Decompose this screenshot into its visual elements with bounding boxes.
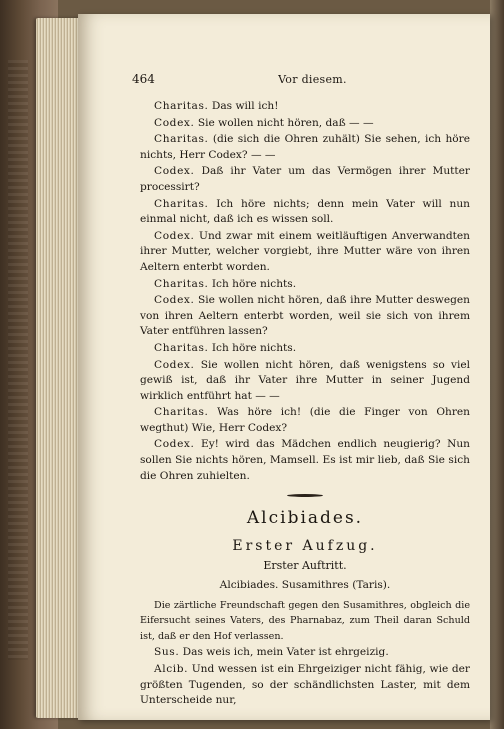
- speaker-name: Codex.: [154, 294, 195, 307]
- speaker-name: Alcib.: [154, 663, 189, 675]
- dialogue-line: [140, 116, 470, 132]
- speaker-name: Sus.: [154, 646, 180, 659]
- lower-dialogue: [140, 645, 470, 708]
- dialogue-line: [140, 293, 470, 340]
- dialogue-text: (die sich die Ohren zuhält) Sie sehen, ich höre nichts, Herr Codex? — —: [140, 133, 470, 161]
- speaker-name: Codex.: [154, 165, 195, 178]
- page-number: 464: [132, 72, 155, 86]
- dialogue-line: [140, 405, 470, 436]
- dialogue-line: [140, 277, 470, 293]
- speaker-name: Charitas.: [154, 341, 209, 354]
- page-header: [132, 72, 470, 98]
- dialogue-text: Das weis ich, mein Vater ist ehrgeizig.: [179, 646, 389, 659]
- background-edge: [490, 0, 504, 729]
- act-heading: Erster Aufzug.: [232, 537, 378, 554]
- speaker-name: Codex.: [154, 438, 195, 451]
- dialogue-line: [140, 437, 470, 484]
- dialogue-line: [140, 164, 470, 195]
- page-content: [132, 72, 470, 709]
- scene-heading: Erster Auftritt.: [263, 559, 347, 573]
- dialogue-line: [140, 197, 470, 228]
- speaker-name: Charitas.: [154, 133, 209, 146]
- speaker-name: Codex.: [154, 229, 195, 242]
- dialogue-line: [140, 229, 470, 276]
- dialogue-text: Ey! wird das Mädchen endlich neugierig? Nun sollen Sie nichts hören, Mamsell. Es ist mir lieb, daß Sie sich die Ohren zuhielten.: [140, 438, 470, 482]
- upper-dialogue: [140, 99, 470, 484]
- speaker-name: Charitas.: [154, 277, 209, 290]
- cast-line: Alcibiades. Susamithres (Taris).: [219, 579, 391, 592]
- dialogue-text: Sie wollen nicht hören, daß wenigstens so viel gewiß ist, daß ihr Vater ihre Mutter in seiner Jugend wirklich entführt hat — —: [140, 358, 470, 402]
- section-rule: [140, 494, 470, 497]
- dialogue-line: [140, 358, 470, 405]
- book-page: [78, 14, 490, 720]
- dialogue-text: Sie wollen nicht hören, daß ihre Mutter deswegen von ihren Aeltern enterbt worden, weil sie sich von ihrem Vater entführen lassen?: [140, 294, 470, 338]
- speaker-name: Charitas.: [154, 100, 209, 112]
- dialogue-text: Was höre ich! (die die Finger von Ohren wegthut) Wie, Herr Codex?: [140, 406, 470, 434]
- dialogue-text: Ich höre nichts; denn mein Vater will nun einmal nicht, daß ich es wissen soll.: [140, 197, 470, 226]
- dialogue-text: Sie wollen nicht hören, daß — —: [194, 116, 374, 129]
- dialogue-line: [140, 99, 470, 115]
- dialogue-line: [140, 645, 470, 661]
- dialogue-text: Ich höre nichts.: [208, 277, 297, 290]
- stage-direction: Die zärtliche Freundschaft gegen den Susamithres, obgleich die Eifersucht seines Vaters, des Pharnabaz, zum Theil daran Schuld ist, daß er den Hof verlassen.: [140, 599, 470, 642]
- speaker-name: Codex.: [154, 358, 195, 371]
- dialogue-line: [140, 662, 470, 709]
- dialogue-text: Ich höre nichts.: [208, 341, 297, 354]
- dialogue-text: Das will ich!: [208, 100, 279, 112]
- dialogue-text: Und wessen ist ein Ehrgeiziger nicht fähig, wie der größten Tugenden, so der schändlichsten Laster, mit dem Unterscheide nur,: [140, 663, 470, 707]
- play-title: Alcibiades.: [246, 508, 364, 529]
- dialogue-line: [140, 132, 470, 163]
- dialogue-line: [140, 341, 470, 357]
- speaker-name: Codex.: [154, 116, 195, 129]
- speaker-name: Charitas.: [154, 406, 209, 419]
- dialogue-text: Und zwar mit einem weitläuftigen Anverwandten ihrer Mutter, welcher vorgiebt, ihre Mutter wäre von ihren Aeltern enterbt worden.: [140, 229, 470, 273]
- running-title: Vor diesem.: [278, 73, 347, 86]
- speaker-name: Charitas.: [154, 197, 209, 210]
- dialogue-text: Daß ihr Vater um das Vermögen ihrer Mutter processirt?: [140, 165, 470, 193]
